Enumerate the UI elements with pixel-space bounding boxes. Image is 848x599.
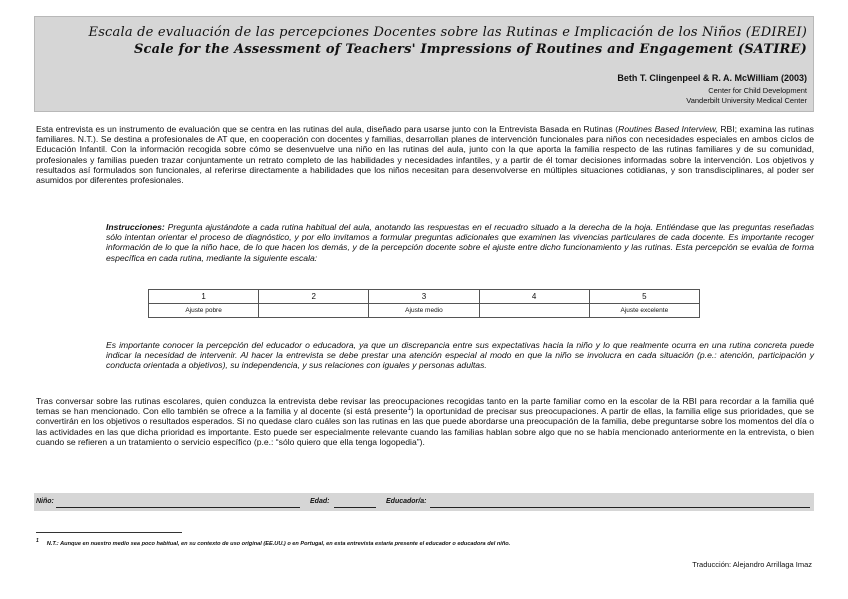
intro-text-italic: Routines Based Interview, xyxy=(618,124,718,134)
closing-text-1: Tras conversar sobre las rutinas escolares, quien conduzca la entrevista debe revisar las preocupaciones recogidas tanto en la parte familiar como en la escolar de la RBI para recordar a la familia qué temas se han mencionado. Con ello también se ofrece a la familia y al docente (si está presente xyxy=(36,396,814,417)
intro-paragraph xyxy=(36,124,814,185)
footnote xyxy=(36,538,511,547)
footnote-marker: 1 xyxy=(36,538,39,545)
intro-text-1: Esta entrevista es un instrumento de evaluación que se centra en las rutinas del aula, diseñado para usarse junto con la Entrevista Basada en Rutinas ( xyxy=(36,124,619,134)
instructions-paragraph xyxy=(106,222,814,263)
footnote-text: N.T.: Aunque en nuestro medio sea poco habitual, en su contexto de uso original (EE.UU.) o en Portugal, en esta entrevista estaría presente el educador o educadora del niño. xyxy=(46,541,511,547)
scale-label xyxy=(479,304,589,318)
translator-credit: Traducción: Alejandro Arrillaga Imaz xyxy=(692,560,812,569)
scale-label: Ajuste excelente xyxy=(589,304,699,318)
scale-label xyxy=(259,304,369,318)
scale-label: Ajuste pobre xyxy=(149,304,259,318)
scale-number: 5 xyxy=(589,290,699,304)
intro-text-2: RBI; examina las rutinas familiares. N.T.). Se destina a profesionales de AT que, en cooperación con docentes y familias, desarrollan planes de intervención funcionales para niños con necesidades especiales en ambos ciclos de Educación Infantil. Con la información recogida sobre cómo se desenvuelve una niño en las rutinas del aula, junto con la que aporta la familia respecto de las rutinas familiares y de su comunidad, profesionales y familias pueden trazar conjuntamente un retrato completo de las habilidades y necesidades infantiles, y a partir de él tomar decisiones informadas sobre la intervención. Los objetivos y resultados así formulados son funcionales, al referirse directamente a habilidades que los niños necesitan para desenvolverse en múltiples situaciones cotidianas, y son transdisciplinares, al poder ser asumidos por diferentes profesionales. xyxy=(36,124,814,186)
age-field-label: Edad: xyxy=(310,498,330,505)
age-line[interactable] xyxy=(334,507,376,508)
scale-numbers-row xyxy=(149,290,700,304)
authors: Beth T. Clingenpeel & R. A. McWilliam (2003) xyxy=(617,73,807,83)
closing-paragraph xyxy=(36,396,814,447)
institution-line-2: Vanderbilt University Medical Center xyxy=(686,96,807,105)
scale-label: Ajuste medio xyxy=(369,304,479,318)
title-english: Scale for the Assessment of Teachers' Impressions of Routines and Engagement (SATIRE) xyxy=(133,42,807,57)
rating-scale-table xyxy=(148,289,700,318)
footnote-rule xyxy=(36,532,182,533)
institution-line-1: Center for Child Development xyxy=(708,86,807,95)
note-paragraph: Es importante conocer la percepción del educador o educadora, ya que un discrepancia entre sus expectativas hacia la niño y lo que realmente ocurra en una rutina concreta puede indicar la necesidad de intervenir. Al hacer la entrevista se debe prestar una atención especial al modo en que la niño se involucra en cada situación (p.e.: atención, participación y conducta orientada a objetivos), su independencia, y sus relaciones con iguales y personas adultas. xyxy=(106,340,814,371)
educator-field-label: Educador/a: xyxy=(386,498,427,505)
scale-number: 1 xyxy=(149,290,259,304)
scale-number: 2 xyxy=(259,290,369,304)
instructions-text: Pregunta ajustándote a cada rutina habitual del aula, anotando las respuestas en el recuadro situado a la derecha de la hoja. Entiéndase que las preguntas reseñadas sólo intentan orientar el proceso de diagnóstico, y por ello invitamos a formular preguntas adicionales que examinen las vivencias particulares de cada docente. Es importante recoger información de lo que la niño hace, de lo que hacen los demás, y de la percepción docente sobre el ajuste entre dicho funcionamiento y las rutinas. Esta percepción se evalúa de forma específica en cada rutina, mediante la siguiente escala: xyxy=(106,222,814,263)
title-spanish: Escala de evaluación de las percepciones Docentes sobre las Rutinas e Implicación de los Niños (EDIREI) xyxy=(88,25,807,40)
footnote-reference: 1 xyxy=(407,406,411,413)
form-fields-bar xyxy=(34,493,814,511)
scale-labels-row xyxy=(149,304,700,318)
instructions-label: Instrucciones: xyxy=(106,222,165,232)
scale-number: 4 xyxy=(479,290,589,304)
closing-text-2: ) la oportunidad de precisar sus preocupaciones. A partir de ellas, la familia elige sus prioridades, que se convertirán en los objetivos o resultados esperados. Si no quedase claro cuáles son las rutinas en las que puede abordarse una preocupación de la familia, debe preguntarse sobre los momentos del día o las actividades en las que dicha prioridad es importante. Esto puede ser especialmente relevante cuando las familias hablan sobre algo que no se había mencionado anteriormente en la entrevista, o bien cuando se refieren a un tratamiento o servicio específico (p.e.: “sólo quiero que ella tenga logopedia”). xyxy=(36,406,814,447)
child-field-label: Niño: xyxy=(36,498,54,505)
scale-number: 3 xyxy=(369,290,479,304)
header-box xyxy=(34,16,814,112)
child-name-line[interactable] xyxy=(56,507,300,508)
educator-line[interactable] xyxy=(430,507,810,508)
